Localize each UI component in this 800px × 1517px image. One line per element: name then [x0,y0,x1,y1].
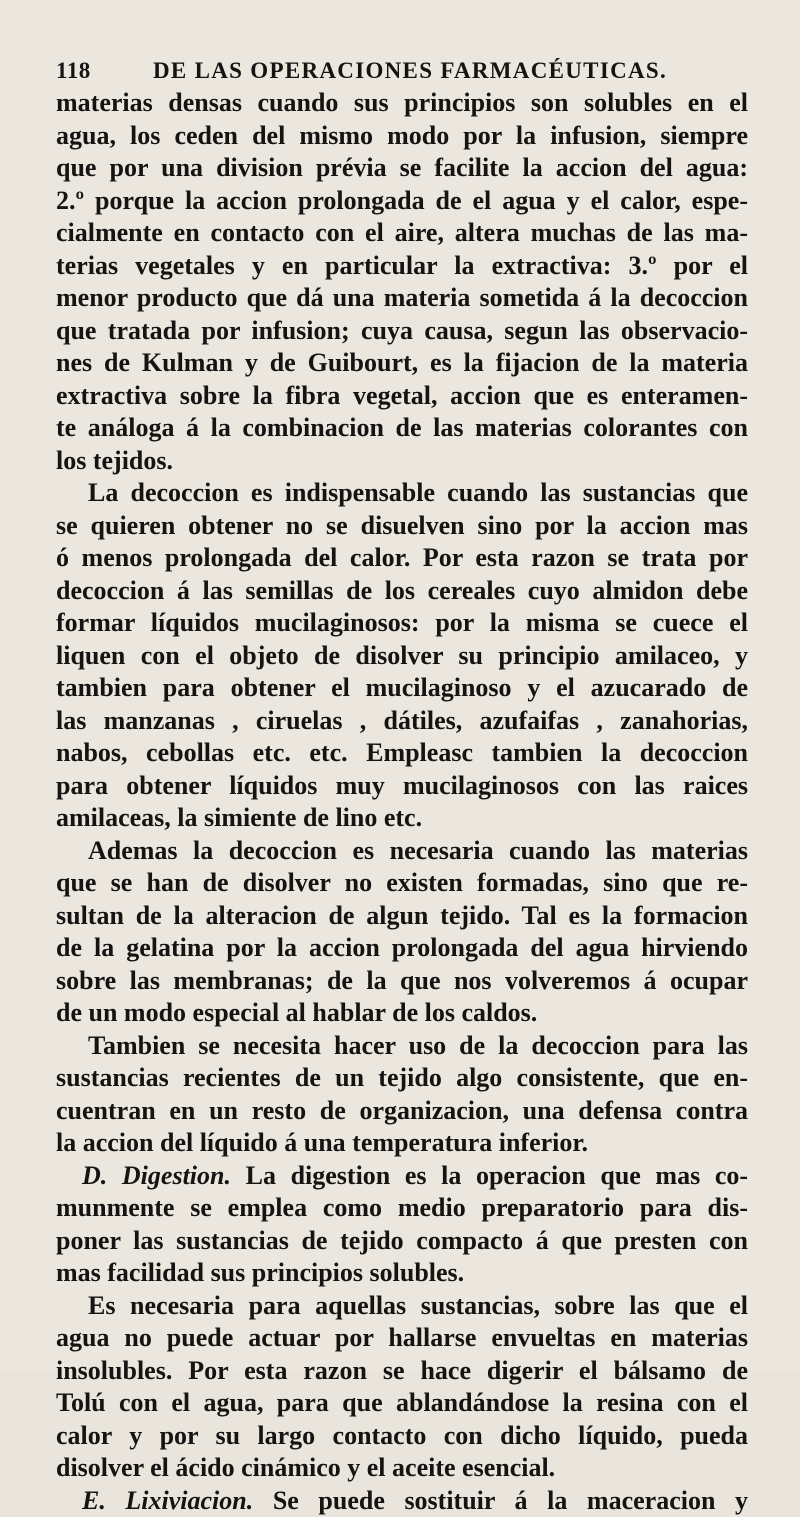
text-line: agua, los ceden del mismo modo por la infusion, siempre [56,120,748,153]
page-header [56,58,746,90]
section-heading: Digestion. [122,1161,231,1190]
text-line: 2.º porque la accion prolongada de el agua y el calor, espe- [56,185,748,218]
text-line: de un modo especial al hablar de los caldos. [56,997,748,1030]
section-letter: E. [82,1486,106,1515]
body-text [56,87,748,1517]
text-line: munmente se emplea como medio preparatorio para dis- [56,1192,748,1225]
text-line: la accion del líquido á una temperatura inferior. [56,1127,748,1160]
text-line: liquen con el objeto de disolver su principio amilaceo, y [56,640,748,673]
section-text: Se puede sostituir á la maceracion y [273,1486,748,1515]
text-line: tambien para obtener el mucilaginoso y el azucarado de [56,672,748,705]
text-line: calor y por su largo contacto con dicho líquido, pueda [56,1420,748,1453]
text-line: que se han de disolver no existen formadas, sino que re- [56,867,748,900]
text-line: Es necesaria para aquellas sustancias, sobre las que el [56,1290,748,1323]
text-line: extractiva sobre la fibra vegetal, accion que es enteramen- [56,380,748,413]
text-line: sustancias recientes de un tejido algo consistente, que en- [56,1062,748,1095]
text-line: sultan de la alteracion de algun tejido. Tal es la formacion [56,900,748,933]
text-line: Tolú con el agua, para que ablandándose la resina con el [56,1387,748,1420]
text-line: amilaceas, la simiente de lino etc. [56,802,748,835]
text-line: Tambien se necesita hacer uso de la decoccion para las [56,1030,748,1063]
text-line: nes de Kulman y de Guibourt, es la fijacion de la materia [56,347,748,380]
text-line: formar líquidos mucilaginosos: por la misma se cuece el [56,607,748,640]
text-line: las manzanas , ciruelas , dátiles, azufaifas , zanahorias, [56,705,748,738]
text-line: de la gelatina por la accion prolongada del agua hirviendo [56,932,748,965]
text-line: cuentran en un resto de organizacion, una defensa contra [56,1095,748,1128]
text-line: ó menos prolongada del calor. Por esta razon se trata por [56,542,748,575]
text-line: materias densas cuando sus principios son solubles en el [56,87,748,120]
running-title: DE LAS OPERACIONES FARMACÉUTICAS. [153,58,667,84]
text-line: que tratada por infusion; cuya causa, segun las observacio- [56,315,748,348]
text-line: nabos, cebollas etc. etc. Empleasc tambien la decoccion [56,737,748,770]
text-line: disolver el ácido cinámico y el aceite esencial. [56,1452,748,1485]
text-line: decoccion á las semillas de los cereales cuyo almidon debe [56,575,748,608]
text-line: mas facilidad sus principios solubles. [56,1257,748,1290]
text-line: menor producto que dá una materia sometida á la decoccion [56,282,748,315]
text-line: insolubles. Por esta razon se hace digerir el bálsamo de [56,1355,748,1388]
section-heading: Lixiviacion. [125,1486,253,1515]
section-e-line [56,1485,748,1517]
page-number: 118 [56,58,91,84]
text-line: Ademas la decoccion es necesaria cuando las materias [56,835,748,868]
text-line: agua no puede actuar por hallarse envueltas en materias [56,1322,748,1355]
section-letter: D. [82,1161,107,1190]
text-line: cialmente en contacto con el aire, altera muchas de las ma- [56,217,748,250]
text-line: La decoccion es indispensable cuando las sustancias que [56,477,748,510]
text-line: los tejidos. [56,445,748,478]
text-line: sobre las membranas; de la que nos volveremos á ocupar [56,965,748,998]
text-line: para obtener líquidos muy mucilaginosos con las raices [56,770,748,803]
text-line: que por una division prévia se facilite la accion del agua: [56,152,748,185]
text-line: poner las sustancias de tejido compacto á que presten con [56,1225,748,1258]
section-text: La digestion es la operacion que mas co- [246,1161,748,1190]
text-line: terias vegetales y en particular la extractiva: 3.º por el [56,250,748,283]
section-d-line [56,1160,748,1193]
text-line: te análoga á la combinacion de las materias colorantes con [56,412,748,445]
text-line: se quieren obtener no se disuelven sino por la accion mas [56,510,748,543]
